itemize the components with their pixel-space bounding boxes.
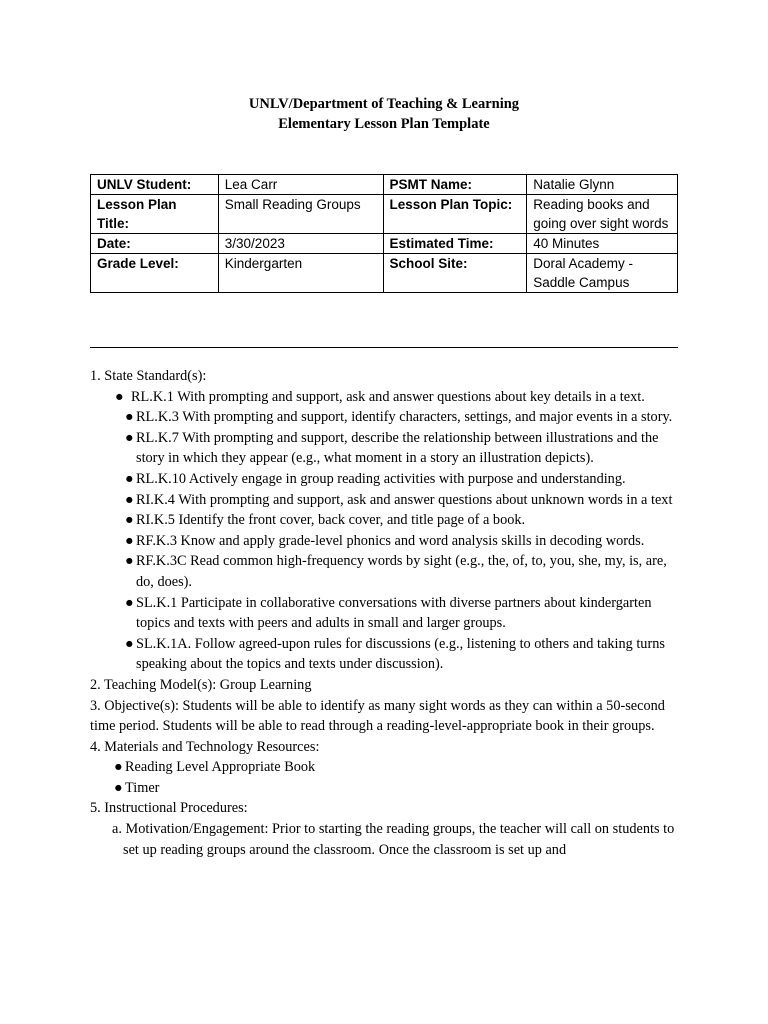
list-item: ● RL.K.7 With prompting and support, describe the relationship between illustrations and the story in which they appear (e.g., what moment in a story an illustration depicts). <box>125 429 659 467</box>
grade-level-value: Kindergarten <box>218 254 383 293</box>
student-value: Lea Carr <box>218 175 383 195</box>
teaching-model: 2. Teaching Model(s): Group Learning <box>90 676 312 693</box>
table-row <box>91 254 678 293</box>
standards-list <box>90 387 682 675</box>
school-site-label: School Site: <box>383 254 527 293</box>
procedures-heading: 5. Instructional Procedures: <box>90 800 248 817</box>
lesson-title-label: Lesson Plan Title: <box>91 195 219 234</box>
bullet-icon: ● <box>115 388 124 405</box>
bullet-icon: ● <box>114 759 123 776</box>
bullet-icon: ● <box>125 635 134 652</box>
list-item: ● RF.K.3C Read common high-frequency words by sight (e.g., the, of, to, you, she, my, is, are, do, does). <box>125 553 667 590</box>
lesson-topic-value: Reading books and going over sight words <box>527 195 678 234</box>
materials-list <box>90 757 682 798</box>
horizontal-divider <box>90 347 678 348</box>
title-line-2: Elementary Lesson Plan Template <box>278 116 490 132</box>
bullet-icon: ● <box>125 512 134 529</box>
bullet-icon: ● <box>125 553 134 570</box>
list-item: ● RI.K.4 With prompting and support, ask and answer questions about unknown words in a text <box>90 490 682 511</box>
date-value: 3/30/2023 <box>218 234 383 254</box>
bullet-icon: ● <box>114 779 123 796</box>
list-item: ● RI.K.5 Identify the front cover, back cover, and title page of a book. <box>90 510 682 531</box>
standards-heading: 1. State Standard(s): <box>90 368 207 384</box>
school-site-value: Doral Academy - Saddle Campus <box>527 254 678 293</box>
table-row <box>91 234 678 254</box>
psmt-value: Natalie Glynn <box>527 175 678 195</box>
lesson-info-table <box>90 174 678 293</box>
table-row <box>91 175 678 195</box>
document-title <box>0 94 768 134</box>
grade-level-label: Grade Level: <box>91 254 219 293</box>
bullet-icon: ● <box>125 532 134 549</box>
procedure-motivation: a. Motivation/Engagement: Prior to starting the reading groups, the teacher will call on students to set up reading groups around the classroom. Once the classroom is set up and <box>112 821 675 858</box>
lesson-title-value: Small Reading Groups <box>218 195 383 234</box>
materials-heading: 4. Materials and Technology Resources: <box>90 738 320 755</box>
psmt-label: PSMT Name: <box>383 175 527 195</box>
bullet-icon: ● <box>125 491 134 508</box>
title-line-1: UNLV/Department of Teaching & Learning <box>248 96 520 112</box>
list-item: ● RL.K.10 Actively engage in group reading activities with purpose and understanding. <box>90 469 682 490</box>
bullet-icon: ● <box>125 470 134 487</box>
list-item: ● SL.K.1A. Follow agreed-upon rules for discussions (e.g., listening to others and taking turns speaking about the topics and texts under discussion). <box>125 635 665 673</box>
list-item: ● RF.K.3 Know and apply grade-level phonics and word analysis skills in decoding words. <box>90 531 682 552</box>
student-label: UNLV Student: <box>91 175 219 195</box>
list-item: ● RL.K.1 With prompting and support, ask and answer questions about key details in a text. <box>90 387 682 408</box>
bullet-icon: ● <box>125 594 134 611</box>
bullet-icon: ● <box>125 409 134 426</box>
date-label: Date: <box>91 234 219 254</box>
table-row <box>91 195 678 234</box>
objectives: 3. Objective(s): Students will be able to identify as many sight words as they can within a 50-second time period. Students will be able to read through a reading-level-appropriate book in their groups. <box>90 697 665 735</box>
estimated-time-value: 40 Minutes <box>527 234 678 254</box>
list-item: ● Reading Level Appropriate Book <box>90 757 682 778</box>
list-item: ● RL.K.3 With prompting and support, identify characters, settings, and major events in a story. <box>90 407 682 428</box>
lesson-topic-label: Lesson Plan Topic: <box>383 195 527 234</box>
bullet-icon: ● <box>125 429 134 446</box>
list-item: ● SL.K.1 Participate in collaborative conversations with diverse partners about kindergarten topics and texts with peers and adults in small and larger groups. <box>125 594 652 632</box>
estimated-time-label: Estimated Time: <box>383 234 527 254</box>
list-item: ● Timer <box>90 778 682 799</box>
lesson-plan-body <box>90 366 682 860</box>
